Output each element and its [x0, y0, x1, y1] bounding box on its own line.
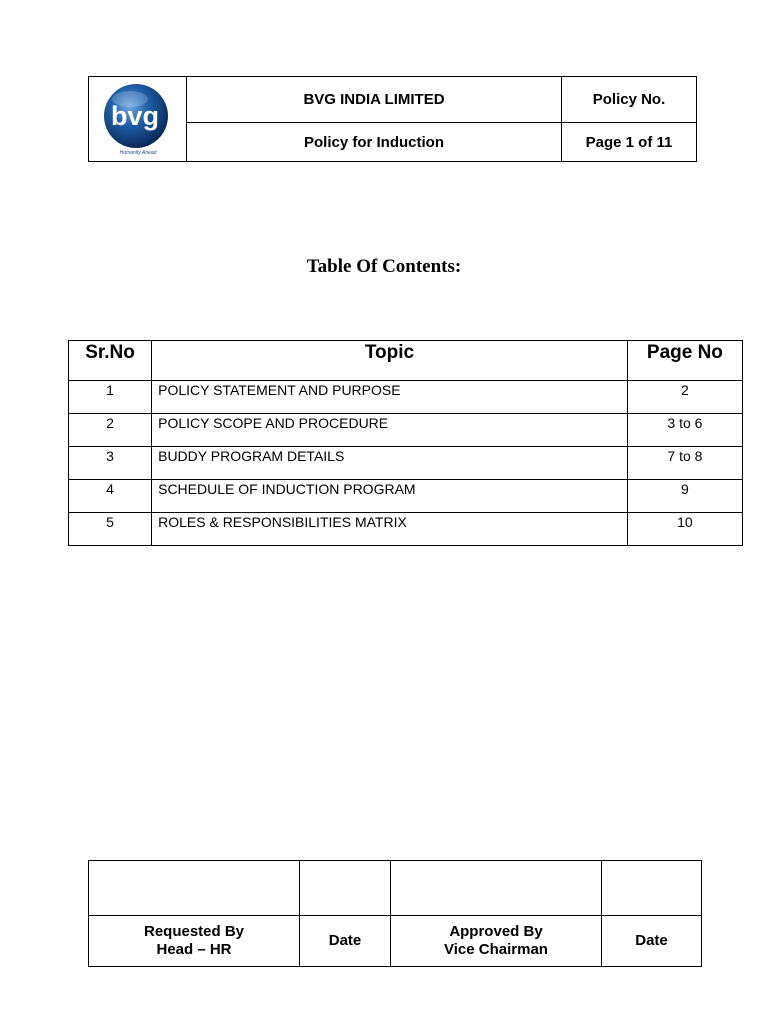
column-header-pageno: Page No — [627, 341, 742, 381]
requested-signature-box — [89, 861, 300, 916]
signature-row — [89, 861, 702, 916]
row-srno: 2 — [69, 414, 152, 447]
row-page: 2 — [627, 381, 742, 414]
requested-date-box — [300, 861, 391, 916]
toc-table — [68, 340, 743, 546]
requested-by-role: Head – HR — [156, 941, 232, 958]
company-name: BVG INDIA LIMITED — [303, 91, 445, 108]
page-indicator: Page 1 of 11 — [585, 133, 673, 151]
row-srno: 3 — [69, 447, 152, 480]
row-page: 7 to 8 — [627, 447, 742, 480]
requested-by-cell — [89, 916, 300, 967]
row-page: 9 — [627, 480, 742, 513]
toc-heading: Table Of Contents: — [306, 256, 462, 277]
row-page: 10 — [627, 513, 742, 546]
company-logo — [102, 83, 174, 161]
table-row — [69, 414, 743, 447]
signoff-table — [88, 860, 702, 967]
approved-by-cell — [391, 916, 602, 967]
date-label: Date — [602, 916, 702, 967]
column-header-srno: Sr.No — [69, 341, 152, 381]
approved-signature-box — [391, 861, 602, 916]
row-srno: 4 — [69, 480, 152, 513]
row-page: 3 to 6 — [627, 414, 742, 447]
row-topic: BUDDY PROGRAM DETAILS — [152, 447, 628, 480]
row-srno: 1 — [69, 381, 152, 414]
approved-date-box — [602, 861, 702, 916]
svg-text:bvg: bvg — [110, 101, 160, 131]
document-header — [88, 76, 697, 162]
toc-header-row — [69, 341, 743, 381]
table-row — [69, 480, 743, 513]
logo-tagline: Humanity Ahead — [119, 150, 157, 156]
signoff-label-row — [89, 916, 702, 967]
policy-number-label: Policy No. — [592, 91, 666, 108]
logo-cell — [89, 77, 187, 161]
table-row — [69, 513, 743, 546]
row-topic: POLICY SCOPE AND PROCEDURE — [152, 414, 628, 447]
approved-by-label: Approved By — [449, 923, 543, 940]
row-srno: 5 — [69, 513, 152, 546]
approved-by-role: Vice Chairman — [444, 941, 548, 958]
table-row — [69, 381, 743, 414]
table-row — [69, 447, 743, 480]
column-header-topic: Topic — [152, 341, 628, 381]
bvg-globe-icon — [102, 83, 174, 151]
policy-title: Policy for Induction — [303, 133, 444, 151]
row-topic: ROLES & RESPONSIBILITIES MATRIX — [152, 513, 628, 546]
date-label: Date — [300, 916, 391, 967]
row-topic: POLICY STATEMENT AND PURPOSE — [152, 381, 628, 414]
row-topic: SCHEDULE OF INDUCTION PROGRAM — [152, 480, 628, 513]
requested-by-label: Requested By — [143, 923, 245, 940]
